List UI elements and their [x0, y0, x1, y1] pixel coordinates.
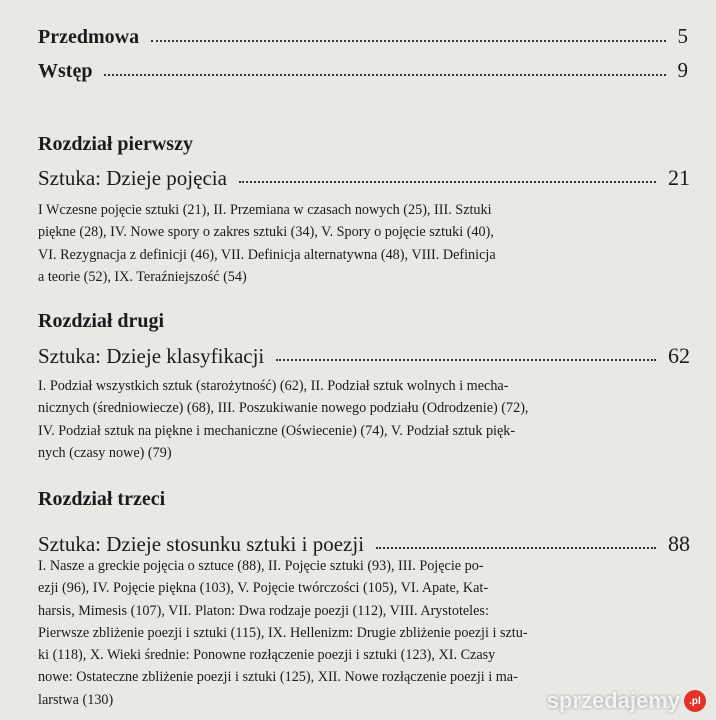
toc-page-number: 21: [668, 165, 690, 190]
subsection-line: nych (czasy nowe) (79): [38, 444, 172, 461]
subsection-line: I. Nasze a greckie pojęcia o sztuce (88), II. Pojęcie sztuki (93), III. Pojęcie po-: [38, 558, 484, 574]
watermark-badge-icon: .pl: [684, 690, 706, 712]
subsection-line: IV. Podział sztuk na piękne i mechaniczne (Oświecenie) (74), V. Podział sztuk pięk-: [38, 422, 516, 439]
toc-entry-preface[interactable]: [38, 24, 688, 49]
toc-page-number: 88: [668, 531, 690, 556]
watermark-text: sprzedajemy: [546, 688, 680, 713]
subsection-line: I Wczesne pojęcie sztuki (21), II. Przemiana w czasach nowych (25), III. Sztuki: [38, 202, 492, 218]
subsection-line: VI. Rezygnacja z definicji (46), VII. Definicja alternatywna (48), VIII. Definicja: [38, 246, 496, 263]
subsection-line: a teorie (52), IX. Teraźniejszość (54): [38, 268, 247, 285]
toc-entry-chapter-1[interactable]: [38, 165, 690, 191]
dot-leader: [376, 547, 656, 549]
subsection-line: piękne (28), IV. Nowe spory o zakres sztuki (34), V. Spory o pojęcie sztuki (40),: [38, 224, 494, 241]
subsection-line: nowe: Ostateczne zbliżenie poezji i sztuki (125), XII. Nowe rozłączenie poezji i ma-: [38, 669, 518, 686]
toc-entry-chapter-3[interactable]: [38, 531, 690, 557]
chapter-title: Sztuka: Dzieje stosunku sztuki i poezji: [38, 532, 365, 556]
toc-page-number: 9: [677, 58, 688, 82]
toc-page-number: 5: [677, 24, 688, 48]
subsection-line: ezji (96), IV. Pojęcie piękna (103), V. Pojęcie twórczości (105), VI. Apate, Kat-: [38, 580, 489, 597]
dot-leader: [239, 181, 656, 183]
dot-leader: [151, 40, 665, 42]
chapter-heading: Rozdział drugi: [38, 310, 165, 332]
toc-entry-label: Przedmowa: [38, 26, 140, 48]
toc-page-number: 62: [668, 343, 690, 368]
chapter-subsections: [38, 555, 622, 711]
watermark-logo: [547, 688, 706, 714]
dot-leader: [104, 74, 665, 76]
subsection-line: larstwa (130): [38, 691, 114, 708]
chapter-heading: Rozdział trzeci: [38, 488, 166, 510]
toc-entry-introduction[interactable]: [38, 58, 688, 83]
chapter-title: Sztuka: Dzieje pojęcia: [38, 166, 227, 190]
subsection-line: I. Podział wszystkich sztuk (starożytność) (62), II. Podział sztuk wolnych i mecha-: [38, 378, 509, 394]
toc-entry-label: Wstęp: [38, 60, 93, 82]
chapter-heading: Rozdział pierwszy: [38, 133, 193, 155]
subsection-line: ki (118), X. Wieki średnie: Ponowne rozłączenie poezji i sztuki (123), XI. Czasy: [38, 647, 496, 664]
chapter-subsections: [38, 199, 622, 288]
subsection-line: harsis, Mimesis (107), VII. Platon: Dwa rodzaje poezji (112), VIII. Arystoteles:: [38, 602, 489, 619]
toc-entry-chapter-2[interactable]: [38, 343, 690, 369]
dot-leader: [276, 359, 656, 361]
subsection-line: Pierwsze zbliżenie poezji i sztuki (115), IX. Hellenizm: Drugie zbliżenie poezji i sztu-: [38, 624, 528, 641]
chapter-subsections: [38, 375, 622, 464]
subsection-line: nicznych (średniowiecze) (68), III. Poszukiwanie nowego podziału (Odrodzenie) (72),: [38, 400, 529, 417]
chapter-title: Sztuka: Dzieje klasyfikacji: [38, 344, 265, 368]
